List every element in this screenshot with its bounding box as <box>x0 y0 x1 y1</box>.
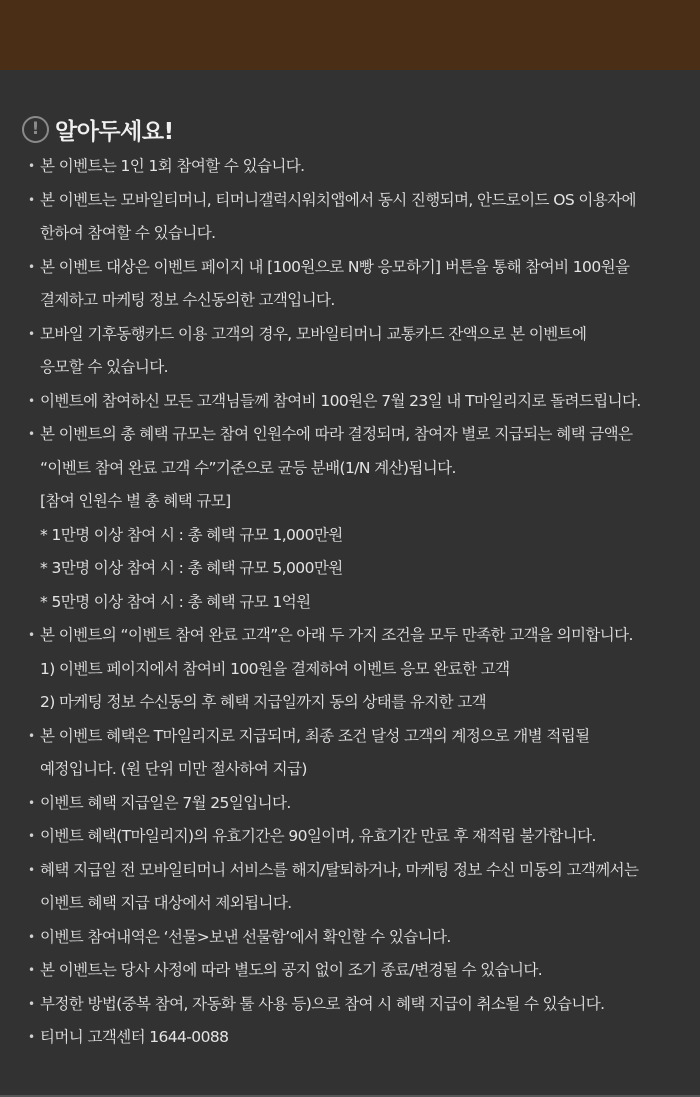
top-banner <box>0 0 700 70</box>
notice-item-line: • 본 이벤트는 당사 사정에 따라 별도의 공지 없이 조기 종료/변경될 수 있습니다. <box>0 954 700 988</box>
notice-item-line: • 이벤트 참여내역은 ‘선물>보낸 선물함’에서 확인할 수 있습니다. <box>0 921 700 955</box>
notice-title: 알아두세요! <box>55 118 174 145</box>
notice-item <box>0 921 700 955</box>
notice-item-line: • 모바일 기후동행카드 이용 고객의 경우, 모바일티머니 교통카드 잔액으로 본 이벤트에 <box>0 318 700 352</box>
notice-item <box>0 184 700 251</box>
notice-header <box>22 112 174 146</box>
notice-item-line: • 본 이벤트의 총 혜택 규모는 참여 인원수에 따라 결정되며, 참여자 별로 지급되는 혜택 금액은 <box>0 418 700 452</box>
notice-item <box>0 150 700 184</box>
notice-item-line: 한하여 참여할 수 있습니다. <box>40 224 216 242</box>
notice-item <box>0 820 700 854</box>
notice-item-line: * 3만명 이상 참여 시 : 총 혜택 규모 5,000만원 <box>40 559 343 577</box>
notice-item <box>0 988 700 1022</box>
notice-item <box>0 954 700 988</box>
notice-item-line: • 본 이벤트는 1인 1회 참여할 수 있습니다. <box>0 150 700 184</box>
notice-item-line: 예정입니다. (원 단위 미만 절사하여 지급) <box>40 760 307 778</box>
notice-item-line: • 본 이벤트 대상은 이벤트 페이지 내 [100원으로 N빵 응모하기] 버튼을 통해 참여비 100원을 <box>0 251 700 285</box>
notice-item-line: [참여 인원수 별 총 혜택 규모] <box>40 492 231 510</box>
notice-item-line: 결제하고 마케팅 정보 수신동의한 고객입니다. <box>40 291 335 309</box>
notice-item-line: 응모할 수 있습니다. <box>40 358 168 376</box>
notice-item <box>0 720 700 787</box>
notice-item <box>0 1021 700 1055</box>
notice-item-line: • 티머니 고객센터 1644-0088 <box>0 1021 700 1055</box>
notice-item-line: * 5만명 이상 참여 시 : 총 혜택 규모 1억원 <box>40 592 311 611</box>
exclamation-circle-icon: ! <box>22 116 49 143</box>
notice-item-line: • 본 이벤트의 “이벤트 참여 완료 고객”은 아래 두 가지 조건을 모두 만족한 고객을 의미합니다. <box>0 619 700 653</box>
notice-item <box>0 385 700 419</box>
notice-item-line: • 이벤트 혜택(T마일리지)의 유효기간은 90일이며, 유효기간 만료 후 재적립 불가합니다. <box>0 820 700 854</box>
notice-list <box>0 150 700 1055</box>
notice-item-line: “이벤트 참여 완료 고객 수”기준으로 균등 분배(1/N 계산)됩니다. <box>40 458 456 477</box>
notice-item <box>0 619 700 720</box>
notice-item-line: 2) 마케팅 정보 수신동의 후 혜택 지급일까지 동의 상태를 유지한 고객 <box>40 693 487 711</box>
notice-item-line: 1) 이벤트 페이지에서 참여비 100원을 결제하여 이벤트 응모 완료한 고객 <box>40 659 510 678</box>
notice-item-line: • 이벤트 혜택 지급일은 7월 25일입니다. <box>0 787 700 821</box>
notice-item-line: • 부정한 방법(중복 참여, 자동화 툴 사용 등)으로 참여 시 혜택 지급이 취소될 수 있습니다. <box>0 988 700 1022</box>
notice-item <box>0 418 700 619</box>
notice-item-line: 이벤트 혜택 지급 대상에서 제외됩니다. <box>40 894 292 912</box>
notice-item <box>0 251 700 318</box>
notice-item-line: • 본 이벤트는 모바일티머니, 티머니갤럭시워치앱에서 동시 진행되며, 안드로이드 OS 이용자에 <box>0 184 700 218</box>
notice-item <box>0 318 700 385</box>
notice-item-line: * 1만명 이상 참여 시 : 총 혜택 규모 1,000만원 <box>40 525 343 544</box>
notice-item <box>0 787 700 821</box>
notice-item-line: • 이벤트에 참여하신 모든 고객님들께 참여비 100원은 7월 23일 내 T마일리지로 돌려드립니다. <box>0 385 700 419</box>
notice-item <box>0 854 700 921</box>
notice-item-line: • 혜택 지급일 전 모바일티머니 서비스를 해지/탈퇴하거나, 마케팅 정보 수신 미동의 고객께서는 <box>0 854 700 888</box>
notice-item-line: • 본 이벤트 혜택은 T마일리지로 지급되며, 최종 조건 달성 고객의 계정으로 개별 적립될 <box>0 720 700 754</box>
